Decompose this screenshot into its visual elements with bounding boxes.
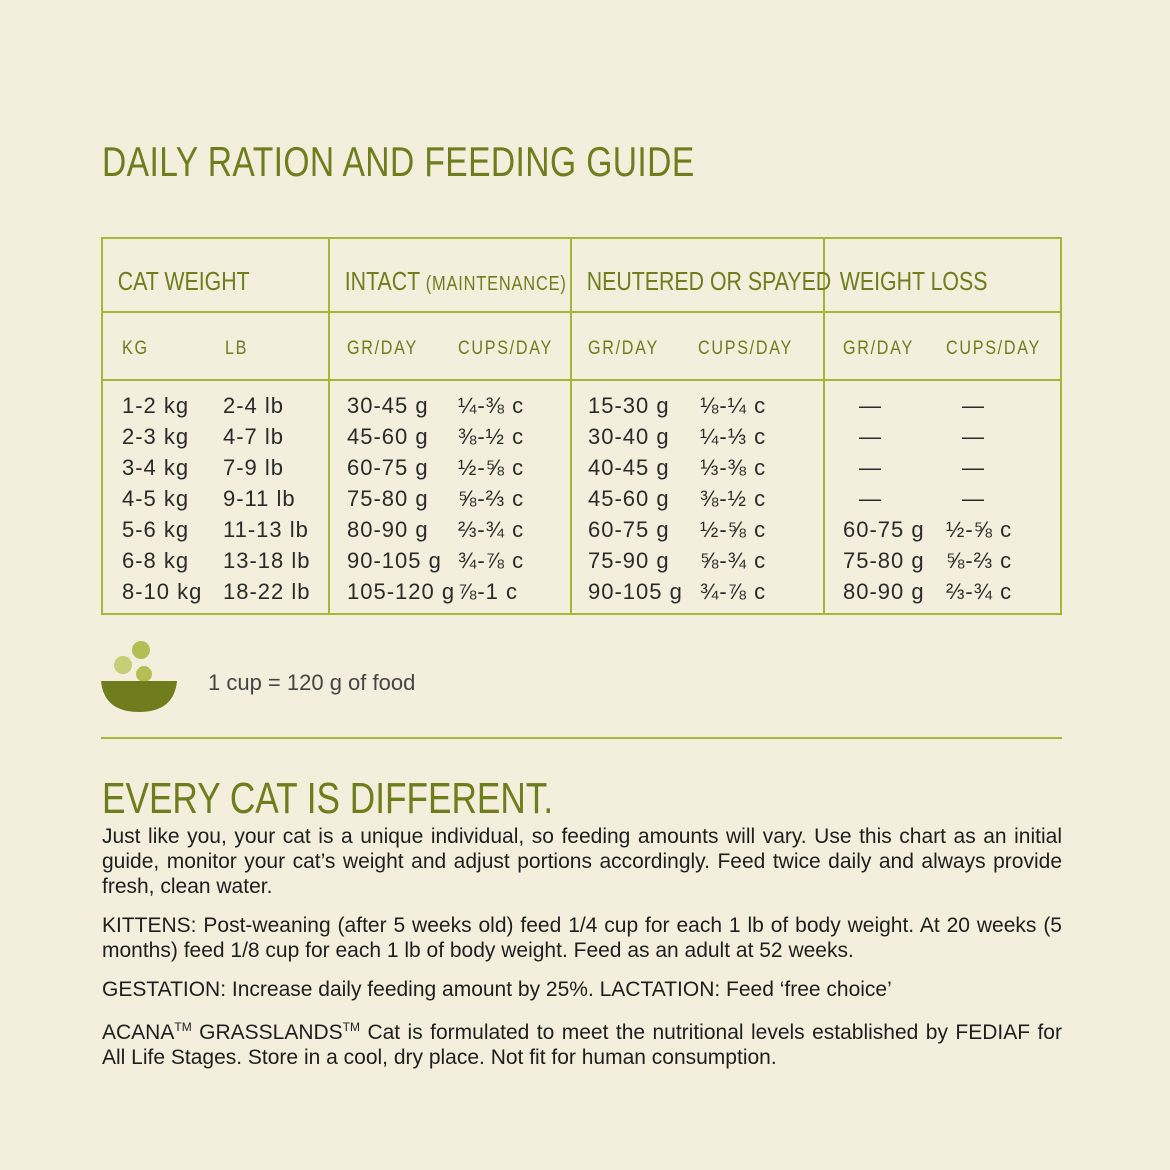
subheader-loss-gr: GR/DAY [843, 338, 914, 359]
cell-neut-c: ⅝-¾ c [700, 548, 767, 573]
cell-lb: 13-18 lb [223, 548, 311, 573]
table-row [825, 389, 1060, 420]
cell-intact-g: 80-90 g [347, 517, 429, 542]
cell-intact-g: 45-60 g [347, 424, 429, 449]
cell-neut-g: 60-75 g [588, 517, 670, 542]
table-row [825, 544, 1060, 575]
header-cat-weight: CAT WEIGHT [102, 238, 329, 312]
cell-neut-g: 30-40 g [588, 424, 670, 449]
cell-loss-g: — [859, 424, 882, 449]
cell-intact-g: 60-75 g [347, 455, 429, 480]
table-row [572, 544, 823, 575]
header-intact-sub: (MAINTENANCE) [425, 273, 567, 295]
neutered-column [572, 381, 823, 606]
cell-loss-g: — [859, 486, 882, 511]
subheader-intact-gr: GR/DAY [347, 338, 418, 359]
cell-lb: 11-13 lb [223, 517, 309, 542]
table-row [572, 482, 823, 513]
cell-lb: 2-4 lb [223, 393, 285, 418]
cell-intact-c: ⅜-½ c [458, 424, 525, 449]
table-row [103, 420, 328, 451]
cell-loss-c: — [962, 455, 985, 480]
table-row [103, 389, 328, 420]
table-row [330, 513, 570, 544]
cell-kg: 8-10 kg [122, 579, 203, 604]
cell-intact-c: ½-⅝ c [458, 455, 525, 480]
subheader-intact-cups: CUPS/DAY [458, 338, 553, 359]
table-row [825, 451, 1060, 482]
cell-neut-c: ⅛-¼ c [700, 393, 767, 418]
cell-neut-g: 40-45 g [588, 455, 670, 480]
cell-loss-g: — [859, 455, 882, 480]
brand-name: ACANA [102, 1021, 175, 1044]
formulation-text: Cat is formulated to meet the nutritional levels established by FEDIAF for All Life Stages. Store in a cool, dry place. Not fit for human consumption. [102, 1021, 1062, 1069]
table-row [330, 482, 570, 513]
cell-intact-g: 105-120 g [347, 579, 456, 604]
cell-loss-c: — [962, 424, 985, 449]
cell-intact-c: ⅝-⅔ c [458, 486, 525, 511]
cell-intact-g: 75-80 g [347, 486, 429, 511]
intro-paragraph: Just like you, your cat is a unique individual, so feeding amounts will vary. Use this chart as an initial guide, monitor your cat’s weight and adjust portions accordingly. Feed twice daily and always provide fresh, clean water. [102, 825, 1062, 898]
header-neutered: NEUTERED OR SPAYED [571, 238, 824, 312]
table-row [825, 420, 1060, 451]
cell-loss-g: 60-75 g [843, 517, 925, 542]
cell-kg: 4-5 kg [122, 486, 190, 511]
table-row [825, 575, 1060, 606]
cell-lb: 7-9 lb [223, 455, 285, 480]
cell-intact-g: 30-45 g [347, 393, 429, 418]
cell-kg: 2-3 kg [122, 424, 190, 449]
table-header-row [102, 238, 1061, 312]
cell-neut-g: 75-90 g [588, 548, 670, 573]
cell-intact-c: ⅔-¾ c [458, 517, 525, 542]
table-subheader-row [102, 312, 1061, 380]
header-intact-label: INTACT [344, 266, 420, 296]
header-intact [329, 238, 571, 312]
table-row [103, 575, 328, 606]
table-row [103, 451, 328, 482]
gestation-paragraph: GESTATION: Increase daily feeding amount by 25%. LACTATION: Feed ‘free choice’ [102, 978, 892, 1001]
weight-column [103, 381, 328, 606]
product-name: GRASSLANDS [199, 1021, 343, 1044]
cell-kg: 3-4 kg [122, 455, 190, 480]
cell-loss-g: 80-90 g [843, 579, 925, 604]
cell-neut-c: ⅜-½ c [700, 486, 767, 511]
cell-neut-c: ½-⅝ c [700, 517, 767, 542]
table-row [572, 575, 823, 606]
food-bowl-icon [100, 640, 178, 714]
cell-loss-g: 75-80 g [843, 548, 925, 573]
cell-loss-g: — [859, 393, 882, 418]
divider [101, 737, 1062, 739]
cell-loss-c: ½-⅝ c [946, 517, 1013, 542]
cell-intact-c: ⅞-1 c [458, 579, 519, 604]
weight-loss-column [825, 381, 1060, 606]
table-row [572, 451, 823, 482]
table-row [825, 513, 1060, 544]
cell-intact-c: ¼-⅜ c [458, 393, 525, 418]
table-row [103, 482, 328, 513]
cell-neut-c: ¾-⅞ c [700, 579, 767, 604]
table-row [572, 420, 823, 451]
trademark-mark-2: TM [342, 1020, 360, 1034]
cell-intact-c: ¾-⅞ c [458, 548, 525, 573]
feeding-table [101, 237, 1062, 615]
kittens-paragraph: KITTENS: Post-weaning (after 5 weeks old) feed 1/4 cup for each 1 lb of body weight. At 20 weeks (5 months) feed 1/8 cup for each 1 lb of body weight. Feed as an adult at 52 weeks. [102, 914, 1062, 962]
section-heading: EVERY CAT IS DIFFERENT. [102, 774, 554, 823]
cell-neut-g: 45-60 g [588, 486, 670, 511]
cell-kg: 6-8 kg [122, 548, 190, 573]
subheader-neutered-gr: GR/DAY [588, 338, 659, 359]
table-row [330, 451, 570, 482]
cell-kg: 5-6 kg [122, 517, 190, 542]
cell-neut-g: 15-30 g [588, 393, 670, 418]
table-body-row [102, 380, 1061, 614]
cell-loss-c: ⅝-⅔ c [946, 548, 1013, 573]
intact-column [330, 381, 570, 606]
page-title: DAILY RATION AND FEEDING GUIDE [102, 138, 695, 185]
cell-neut-g: 90-105 g [588, 579, 683, 604]
cell-loss-c: — [962, 486, 985, 511]
table-row [330, 420, 570, 451]
table-row [103, 513, 328, 544]
cell-lb: 9-11 lb [223, 486, 296, 511]
cell-neut-c: ⅓-⅜ c [700, 455, 767, 480]
subheader-loss-cups: CUPS/DAY [946, 338, 1041, 359]
cell-intact-g: 90-105 g [347, 548, 442, 573]
cell-loss-c: — [962, 393, 985, 418]
trademark-mark: TM [174, 1020, 192, 1034]
table-row [572, 389, 823, 420]
table-row [330, 389, 570, 420]
cup-conversion-note: 1 cup = 120 g of food [208, 670, 416, 695]
subheader-lb: LB [225, 338, 249, 359]
table-row [572, 513, 823, 544]
subheader-kg: KG [122, 338, 149, 359]
cell-lb: 18-22 lb [223, 579, 311, 604]
header-weight-loss: WEIGHT LOSS [824, 238, 1061, 312]
table-row [330, 544, 570, 575]
cell-neut-c: ¼-⅓ c [700, 424, 767, 449]
table-row [330, 575, 570, 606]
subheader-neutered-cups: CUPS/DAY [698, 338, 793, 359]
cell-loss-c: ⅔-¾ c [946, 579, 1013, 604]
cell-kg: 1-2 kg [122, 393, 190, 418]
formulation-paragraph [102, 1015, 1062, 1070]
table-row [103, 544, 328, 575]
cell-lb: 4-7 lb [223, 424, 285, 449]
table-row [825, 482, 1060, 513]
